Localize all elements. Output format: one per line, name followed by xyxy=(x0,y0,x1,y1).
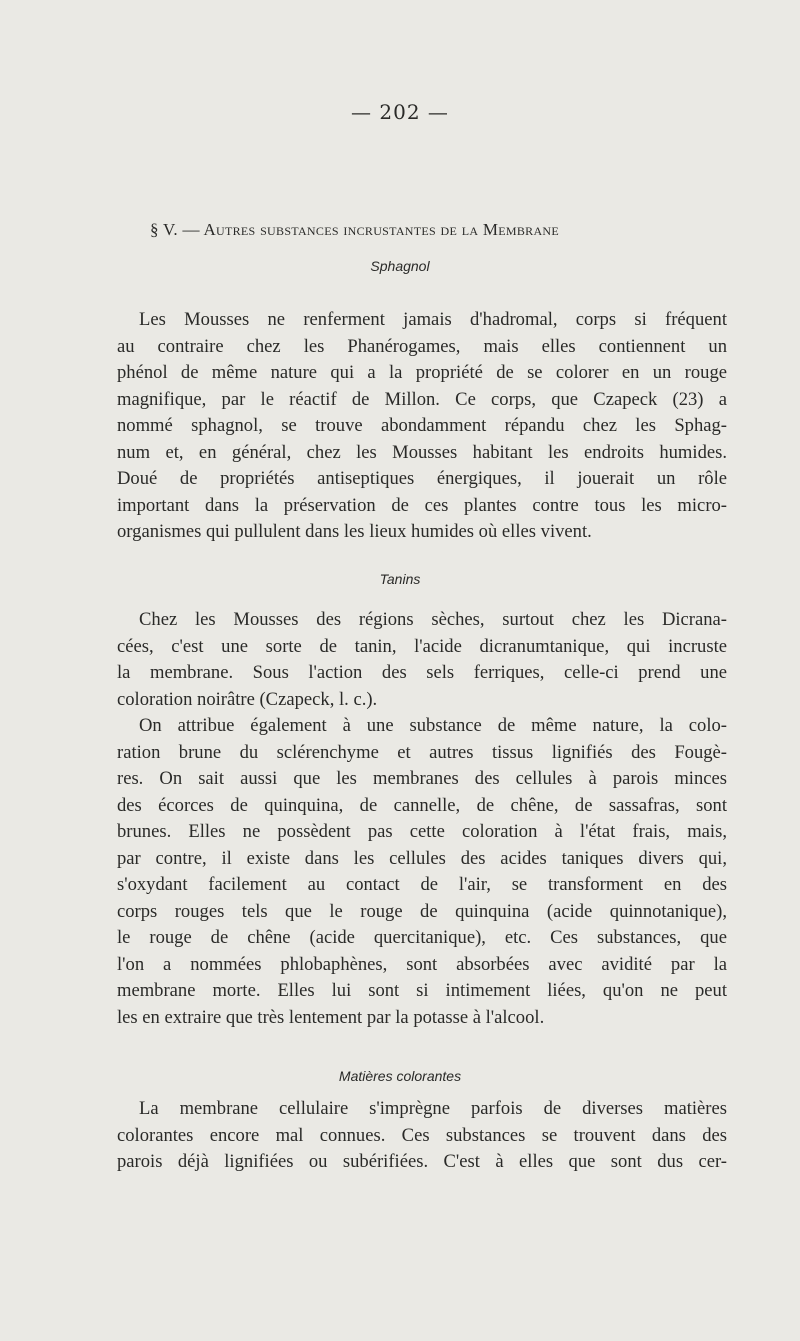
paragraph-sphagnol xyxy=(117,307,727,546)
paragraph-matieres-colorantes xyxy=(117,1096,727,1176)
subheading-sphagnol: Sphagnol xyxy=(370,258,430,274)
subheading-matieres-colorantes: Matières colorantes xyxy=(338,1068,462,1084)
text-line: cées, c'est une sorte de tanin, l'acide dicranumtanique, qui incruste xyxy=(117,635,727,657)
text-line: Chez les Mousses des régions sèches, surtout chez les Dicrana- xyxy=(139,609,727,630)
text-line: la membrane. Sous l'action des sels ferriques, celle-ci prend une xyxy=(117,662,727,683)
text-line: num et, en général, chez les Mousses habitant les endroits humides. xyxy=(117,441,727,463)
paragraph-tanins-1 xyxy=(117,607,727,713)
text-line: au contraire chez les Phanérogames, mais elles contiennent un xyxy=(117,335,727,357)
text-line: l'on a nommées phlobaphènes, sont absorbées avec avidité par la xyxy=(117,953,727,975)
text-line: les en extraire que très lentement par la potasse à l'alcool. xyxy=(117,1006,545,1028)
text-line: brunes. Elles ne possèdent pas cette coloration à l'état frais, mais, xyxy=(117,821,727,842)
text-line: parois déjà lignifiées ou subérifiées. C'est à elles que sont dus cer- xyxy=(117,1151,727,1172)
text-line: des écorces de quinquina, de cannelle, de chêne, de sassafras, sont xyxy=(117,794,727,816)
text-line: nommé sphagnol, se trouve abondamment répandu chez les Sphag- xyxy=(117,415,727,436)
text-line: Doué de propriétés antiseptiques énergiques, il jouerait un rôle xyxy=(117,468,727,489)
text-line: Les Mousses ne renferment jamais d'hadromal, corps si fréquent xyxy=(139,309,727,330)
paragraph-tanins-2 xyxy=(117,713,727,1031)
text-line: magnifique, par le réactif de Millon. Ce corps, que Czapeck (23) a xyxy=(117,388,727,410)
text-line: organismes qui pullulent dans les lieux humides où elles vivent. xyxy=(117,521,592,542)
text-line: colorantes encore mal connues. Ces substances se trouvent dans des xyxy=(117,1124,727,1146)
text-line: membrane morte. Elles lui sont si intimement liées, qu'on ne peut xyxy=(117,980,727,1001)
text-line: le rouge de chêne (acide quercitanique), etc. Ces substances, que xyxy=(117,927,727,948)
text-line: corps rouges tels que le rouge de quinquina (acide quinnotanique), xyxy=(117,900,727,922)
subheading-tanins: Tanins xyxy=(379,571,421,587)
text-line: par contre, il existe dans les cellules des acides taniques divers qui, xyxy=(117,847,727,869)
text-line: s'oxydant facilement au contact de l'air, se transforment en des xyxy=(117,874,727,895)
text-line: ration brune du sclérenchyme et autres tissus lignifiés des Fougè- xyxy=(117,741,727,763)
page-number: — 202 — xyxy=(351,100,449,124)
section-heading: § V. — Autres substances incrustantes de la Membrane xyxy=(150,220,560,239)
text-line: phénol de même nature qui a la propriété de se colorer en un rouge xyxy=(117,362,727,383)
text-line: coloration noirâtre (Czapeck, l. c.). xyxy=(117,688,378,710)
text-line: La membrane cellulaire s'imprègne parfois de diverses matières xyxy=(139,1098,727,1119)
text-line: important dans la préservation de ces plantes contre tous les micro- xyxy=(117,494,727,516)
text-line: res. On sait aussi que les membranes des cellules à parois minces xyxy=(117,768,727,789)
text-line: On attribue également à une substance de même nature, la colo- xyxy=(139,715,727,736)
